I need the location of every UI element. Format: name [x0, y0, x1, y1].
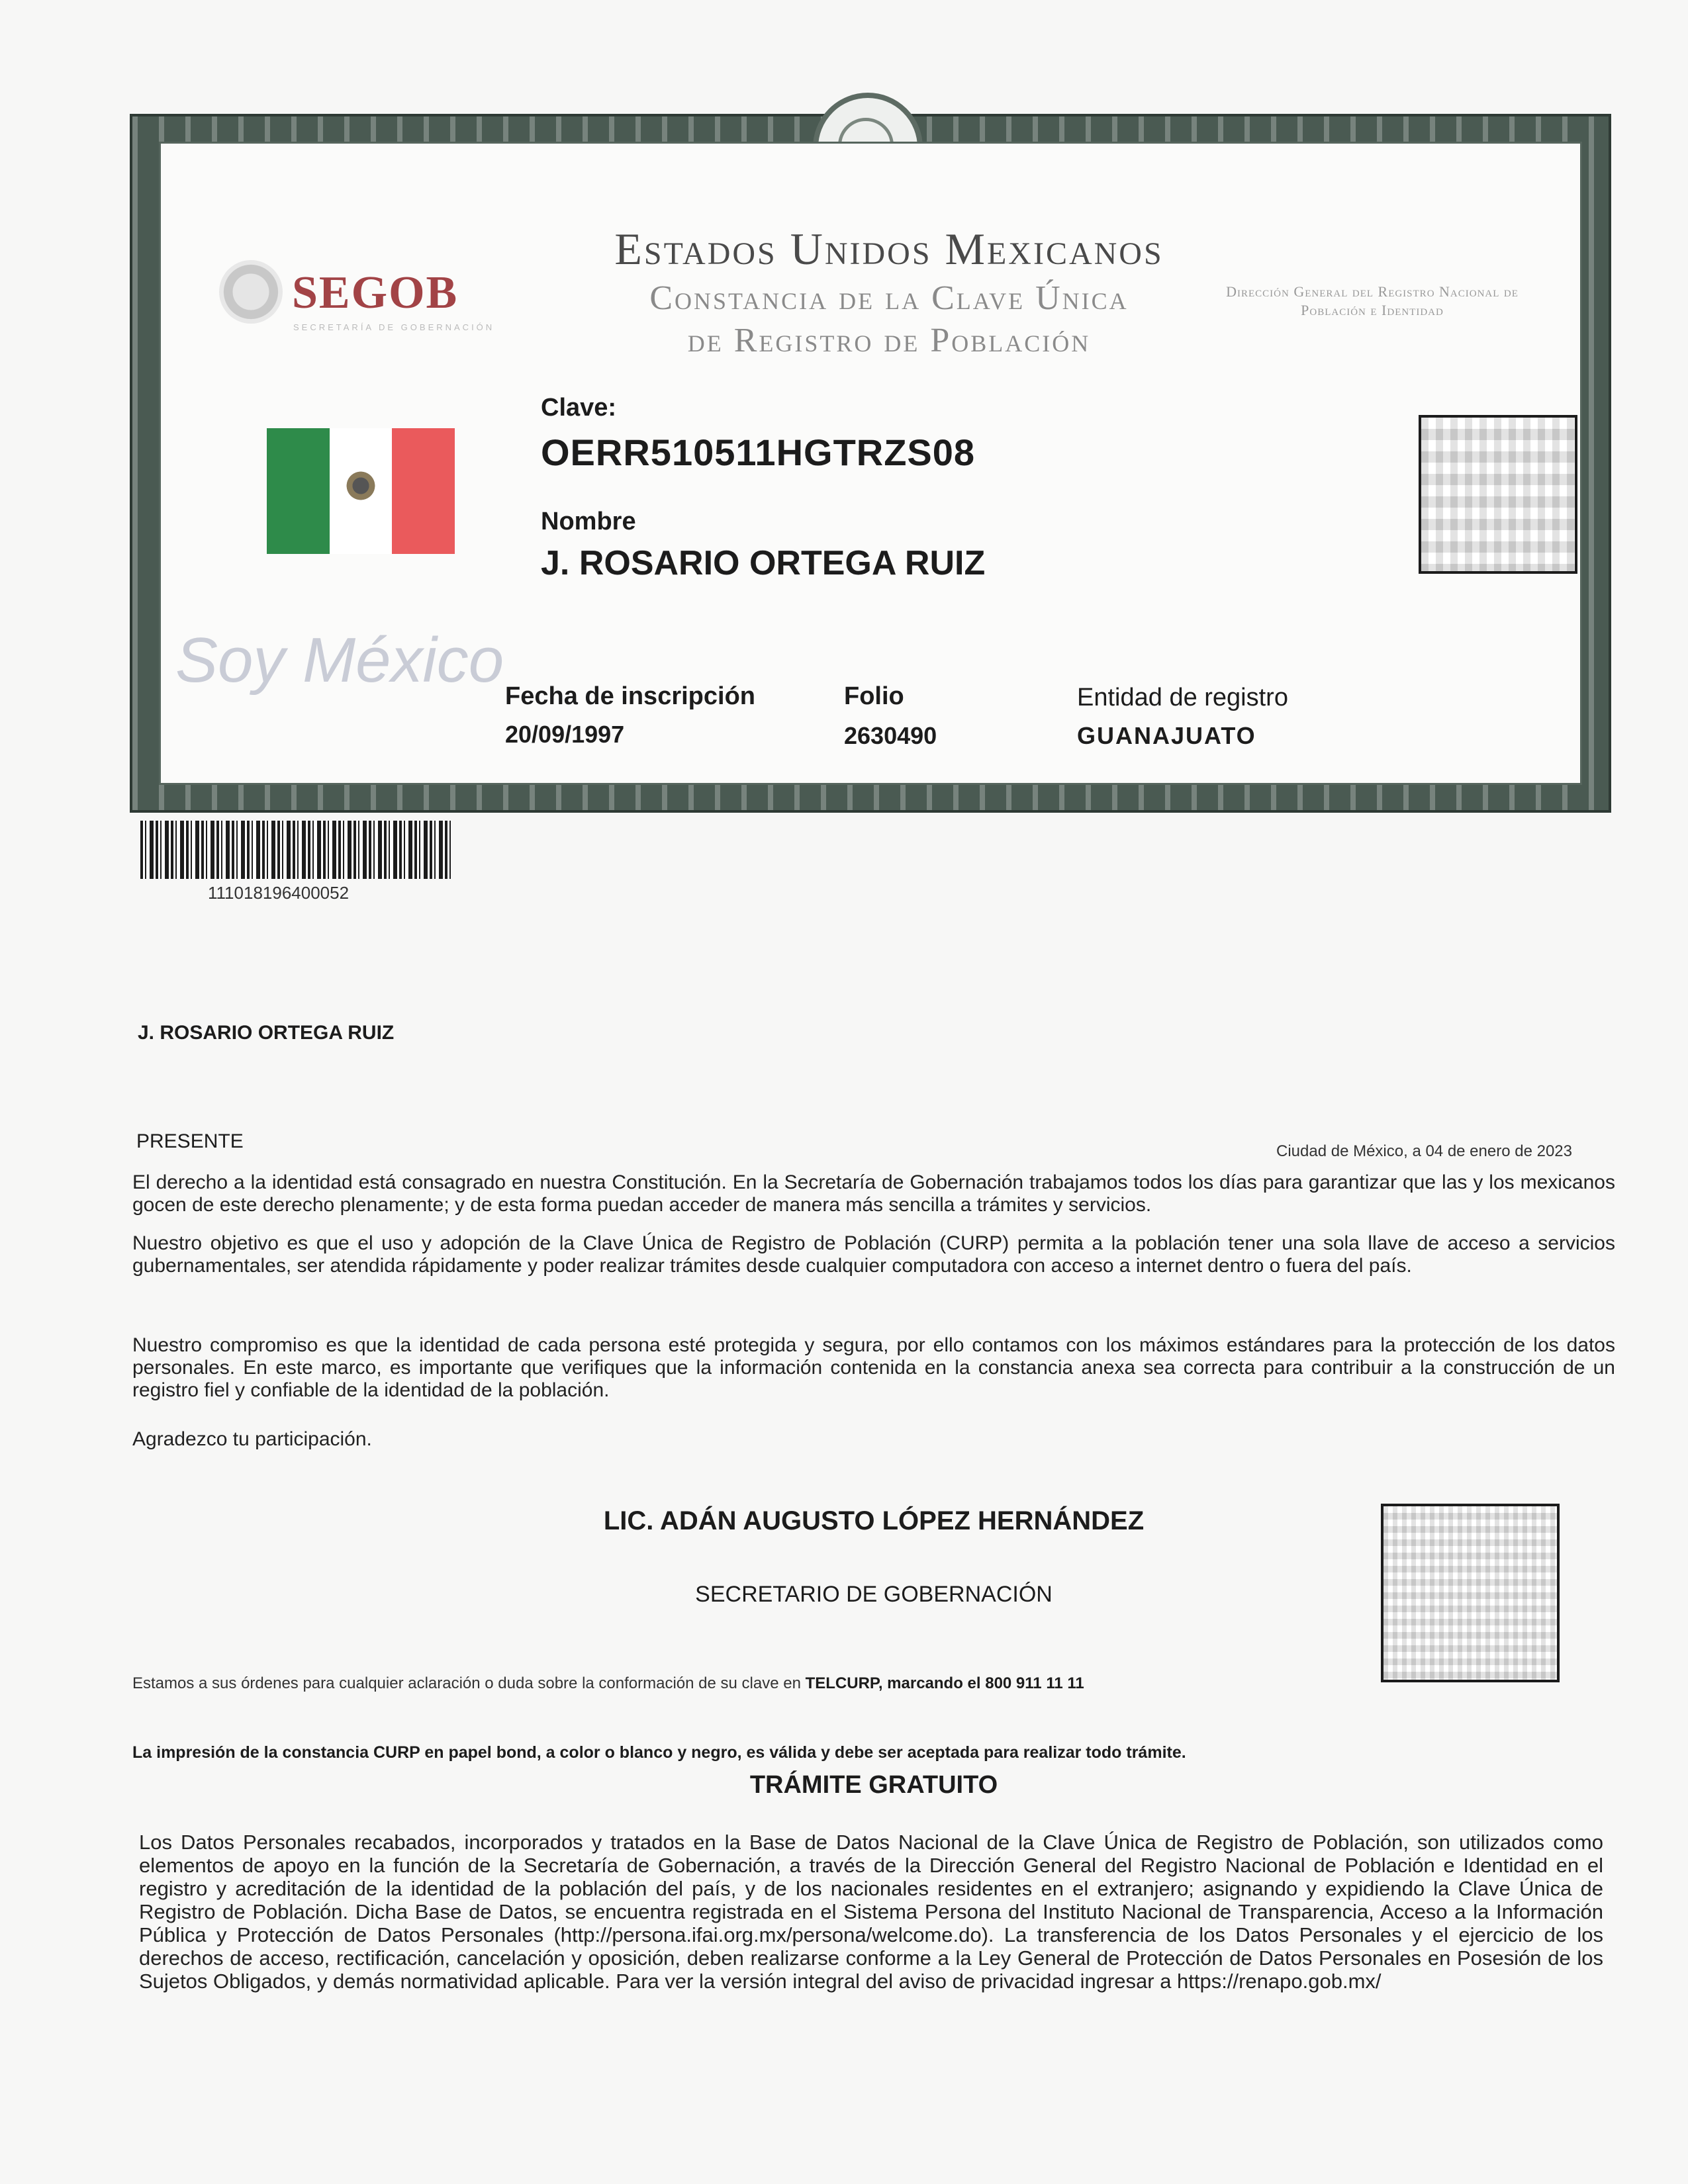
barcode-icon [140, 821, 451, 879]
mexican-flag-icon [267, 428, 455, 554]
entidad-value: GUANAJUATO [1077, 722, 1256, 749]
letter-paragraph-2: Nuestro objetivo es que el uso y adopción de la Clave Única de Registro de Población (CURP) permita a la población tener una sola llave de acceso a servicios gubernamentales, ser atendida rápidamente y poder realizar trámites desde cualquier computadora con acceso a internet dentro o fuera del país. [132, 1232, 1615, 1277]
segob-emblem-icon [219, 260, 283, 324]
letter-paragraph-4: Agradezco tu participación. [132, 1428, 372, 1450]
qr-code-icon [1419, 415, 1577, 574]
tramite-gratuito: TRÁMITE GRATUITO [749, 1771, 998, 1799]
contact-text: Estamos a sus órdenes para cualquier aclaración o duda sobre la conformación de su clave en [132, 1674, 801, 1692]
signer-title: SECRETARIO DE GOBERNACIÓN [695, 1582, 1053, 1607]
privacy-notice: Los Datos Personales recabados, incorporados y tratados en la Base de Datos Nacional de la Clave Única de Registro de Población, son utilizados como elementos de apoyo en la función de la Secretaría de Gobernación, a través de la Dirección General del Registro Nacional de Población e Identidad en el registro y acreditación de la identidad de la población del país, y de los nacionales residentes en el extranjero; asignando y expidiendo la Clave Única de Registro de Población. Dicha Base de Datos, se encuentra registrada en el Sistema Persona del Instituto Nacional de Transparencia, Acceso a la Información Pública y Protección de Datos Personales (http://persona.ifai.org.mx/persona/welcome.do). La transferencia de los Datos Personales y el ejercicio de los derechos de acceso, rectificación, cancelación y oposición, deben realizarse conforme a la Ley General de Protección de Datos Personales en Posesión de los Sujetos Obligados, y demás normatividad aplicable. Para ver la versión integral del aviso de privacidad ingresar a https://renapo.gob.mx/ [139, 1831, 1603, 1993]
certificate-body [159, 142, 1582, 785]
segob-subtitle: SECRETARÍA DE GOBERNACIÓN [293, 322, 495, 332]
nombre-value: J. ROSARIO ORTEGA RUIZ [541, 544, 986, 582]
letter-recipient: J. ROSARIO ORTEGA RUIZ [138, 1022, 395, 1044]
clave-label: Clave: [541, 394, 617, 422]
letter-presente: PRESENTE [136, 1130, 244, 1152]
directorate-name: Dirección General del Registro Nacional de Población e Identidad [1226, 283, 1519, 318]
soy-mexico-watermark: Soy México [175, 625, 504, 696]
segob-logo-text: SEGOB [292, 267, 459, 318]
contact-line [132, 1674, 1084, 1693]
folio-label: Folio [844, 682, 904, 710]
fecha-value: 20/09/1997 [505, 721, 625, 748]
signature-qr-code-icon [1381, 1504, 1560, 1682]
letter-paragraph-1: El derecho a la identidad está consagrado en nuestra Constitución. En la Secretaría de Gobernación trabajamos todos los días para garantizar que las y los mexicanos gocen de este derecho plenamente; y de esta forma puedan acceder de manera más sencilla a trámites y servicios. [132, 1171, 1615, 1216]
document-title-line2: de Registro de Población [687, 322, 1091, 359]
entidad-label: Entidad de registro [1077, 684, 1288, 711]
fecha-label: Fecha de inscripción [505, 682, 755, 710]
barcode-number: 111018196400052 [208, 883, 350, 903]
signer-name: LIC. ADÁN AUGUSTO LÓPEZ HERNÁNDEZ [603, 1506, 1145, 1535]
curp-certificate [130, 114, 1611, 813]
clave-value: OERR510511HGTRZS08 [541, 432, 976, 473]
nombre-label: Nombre [541, 508, 636, 535]
country-heading: Estados Unidos Mexicanos [614, 224, 1164, 274]
letter-date: Ciudad de México, a 04 de enero de 2023 [1276, 1142, 1572, 1160]
letter-paragraph-3: Nuestro compromiso es que la identidad de cada persona esté protegida y segura, por ello contamos con los máximos estándares para la protección de los datos personales. En este marco, es importante que verifiques que la información contenida en la constancia anexa sea correcta para contribuir a la construcción de un registro fiel y confiable de la identidad de la población. [132, 1334, 1615, 1401]
validity-note: La impresión de la constancia CURP en papel bond, a color o blanco y negro, es válida y debe ser aceptada para realizar todo trámite. [132, 1743, 1186, 1762]
telcurp-phone: TELCURP, marcando el 800 911 11 11 [805, 1674, 1084, 1692]
document-title-line1: Constancia de la Clave Única [649, 279, 1129, 317]
folio-value: 2630490 [844, 722, 937, 749]
